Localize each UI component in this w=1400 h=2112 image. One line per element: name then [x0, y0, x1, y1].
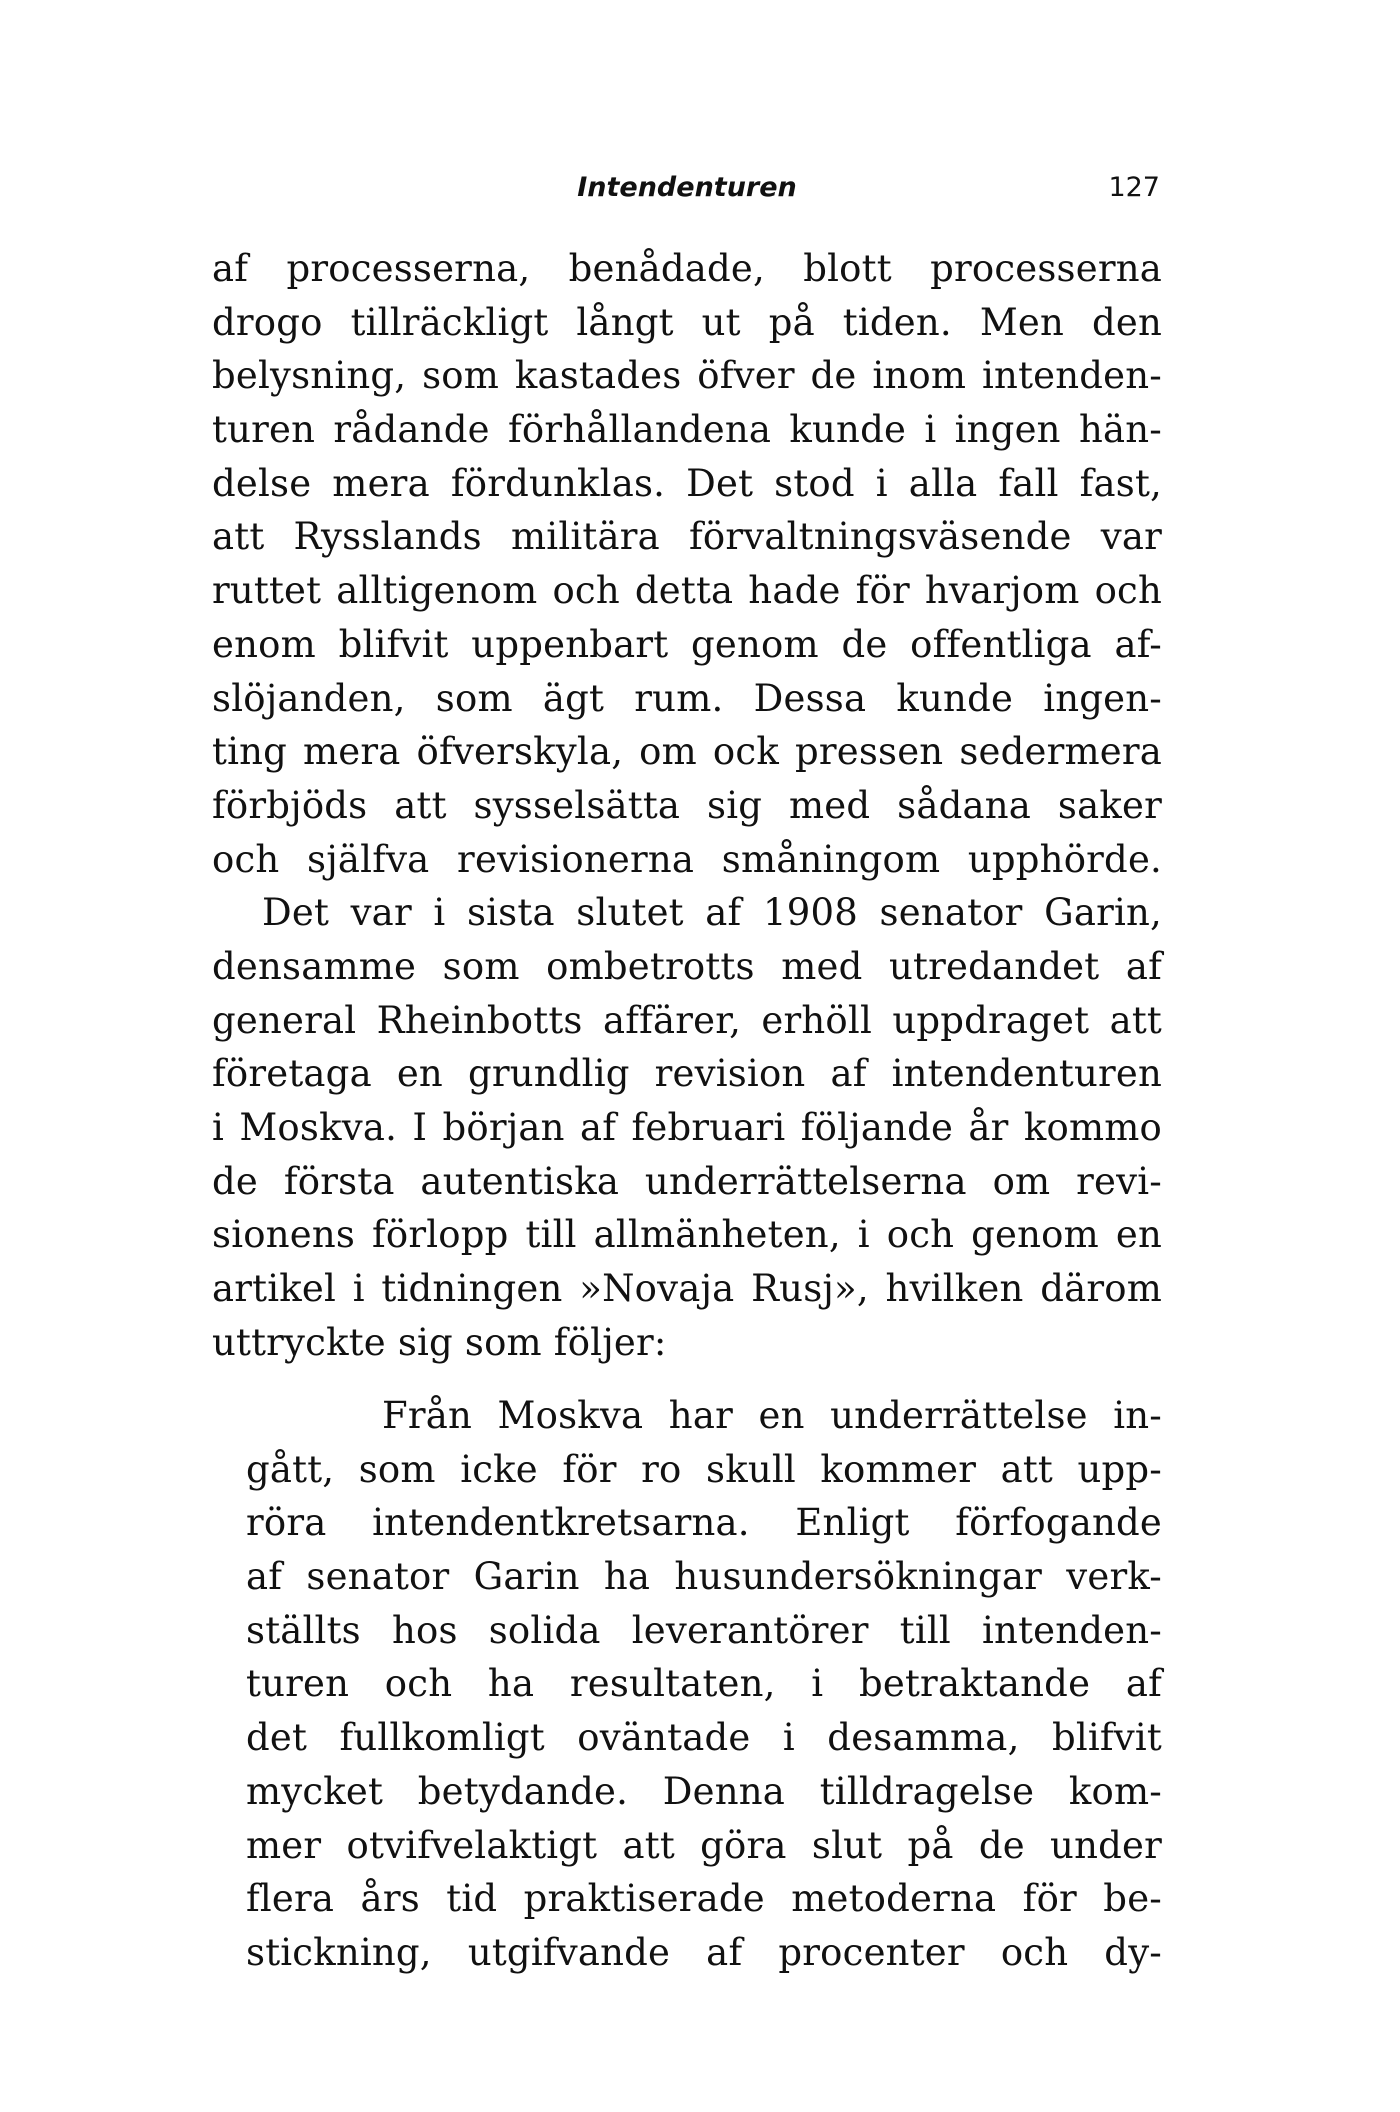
text-line: enom blifvit uppenbart genom de offentliga af- — [212, 622, 1162, 666]
text-line: ting mera öfverskyla, om ock pressen sedermera — [212, 730, 1162, 774]
text-line: uttryckte sig som följer: — [212, 1320, 667, 1364]
text-line: belysning, som kastades öfver de inom intenden- — [212, 354, 1162, 398]
quote-line: mycket betydande. Denna tilldragelse kom- — [246, 1769, 1162, 1813]
text-line: af processerna, benådade, blott processerna — [212, 247, 1162, 290]
text-line: densamme som ombetrotts med utredandet af — [212, 944, 1162, 988]
quote-line: ställts hos solida leverantörer till intenden- — [246, 1608, 1162, 1652]
quote-line: mer otvifvelaktigt att göra slut på de under — [246, 1823, 1162, 1867]
text-line: och själfva revisionerna småningom upphörde. — [212, 837, 1162, 881]
paragraph-1 — [212, 242, 1162, 886]
quote-line: stickning, utgifvande af procenter och dy- — [246, 1930, 1162, 1974]
text-line: general Rheinbotts affärer, erhöll uppdraget att — [212, 998, 1162, 1042]
text-line: de första autentiska underrättelserna om revi- — [212, 1159, 1162, 1203]
body-text — [212, 242, 1162, 1369]
quote-line: af senator Garin ha husundersökningar verk- — [246, 1555, 1162, 1599]
text-line: i Moskva. I början af februari följande år kommo — [212, 1106, 1162, 1149]
text-line: företaga en grundlig revision af intendenturen — [212, 1052, 1162, 1096]
block-quote — [246, 1389, 1162, 1980]
text-line: artikel i tidningen »Novaja Rusj», hvilken därom — [212, 1267, 1162, 1311]
text-line: att Rysslands militära förvaltningsväsende var — [212, 515, 1162, 559]
quote-line: Från Moskva har en underrättelse in- — [382, 1394, 1162, 1437]
text-line: ruttet alltigenom och detta hade för hvarjom och — [212, 569, 1162, 613]
quote-line: röra intendentkretsarna. Enligt förfogande — [246, 1501, 1162, 1545]
text-line: förbjöds att sysselsätta sig med sådana saker — [212, 783, 1162, 827]
quote-line: turen och ha resultaten, i betraktande af — [246, 1662, 1162, 1706]
page-header — [214, 172, 1160, 212]
text-line: turen rådande förhållandena kunde i ingen hän- — [212, 408, 1162, 452]
quote-line: gått, som icke för ro skull kommer att upp- — [246, 1447, 1162, 1491]
paragraph-2 — [212, 886, 1162, 1369]
text-line: drogo tillräckligt långt ut på tiden. Men den — [212, 300, 1162, 344]
text-line: slöjanden, som ägt rum. Dessa kunde ingen- — [212, 676, 1162, 720]
running-title: Intendenturen — [577, 172, 797, 203]
quote-line: flera års tid praktiserade metoderna för be- — [246, 1877, 1162, 1921]
text-line: sionens förlopp till allmänheten, i och genom en — [212, 1213, 1162, 1257]
text-line: delse mera fördunklas. Det stod i alla fall fast, — [212, 461, 1162, 505]
quote-line: det fullkomligt oväntade i desamma, blifvit — [246, 1716, 1162, 1760]
text-line: Det var i sista slutet af 1908 senator Garin, — [262, 891, 1162, 935]
page-number: 127 — [1108, 172, 1160, 203]
